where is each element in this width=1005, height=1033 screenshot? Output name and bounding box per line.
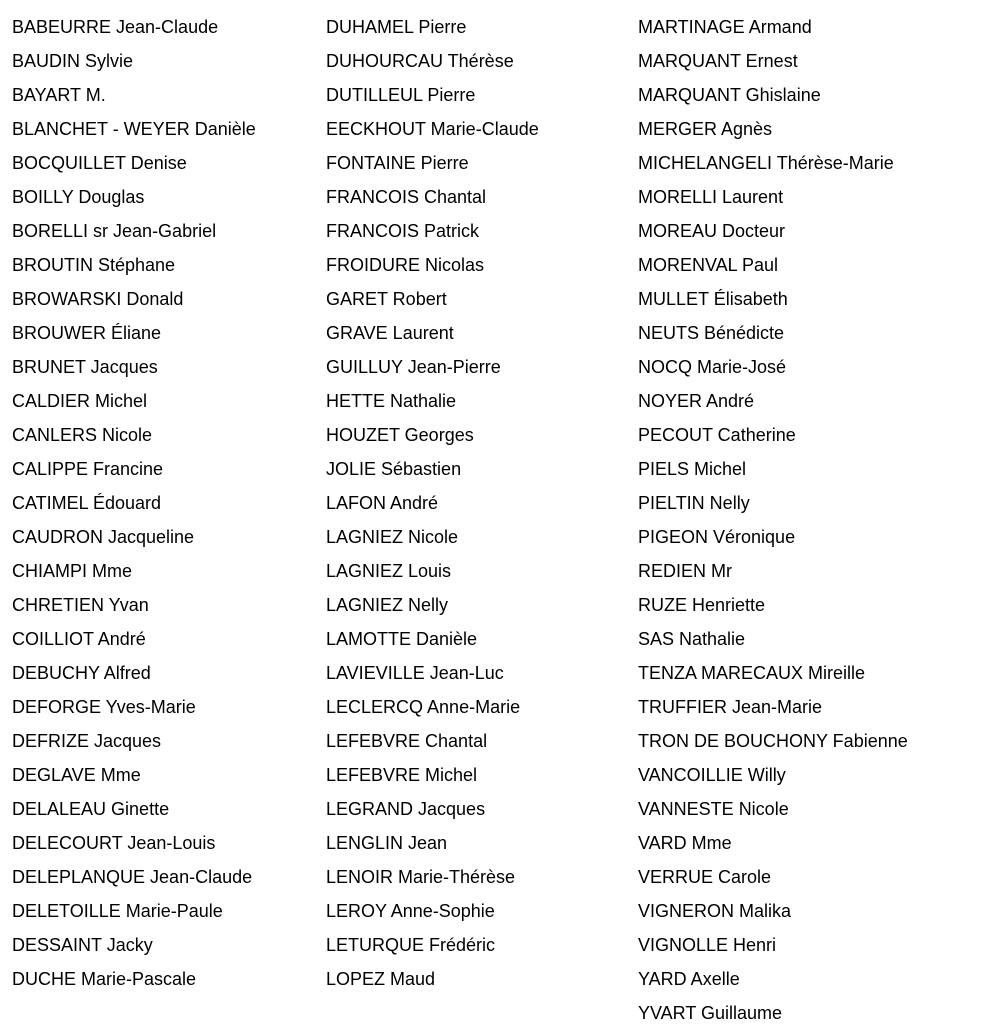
name-entry: MARQUANT Ernest — [638, 51, 798, 71]
name-entry: CANLERS Nicole — [12, 425, 153, 445]
name-entry: LEFEBVRE Michel — [326, 765, 478, 785]
name-entry: VIGNERON Malika — [638, 901, 792, 921]
name-entry: JOLIE Sébastien — [326, 459, 462, 479]
name-entry: PIELTIN Nelly — [638, 493, 750, 513]
name-entry: COILLIOT André — [12, 629, 146, 649]
name-entry: FONTAINE Pierre — [326, 153, 469, 173]
names-column-2 — [326, 13, 632, 999]
name-entry: PIELS Michel — [638, 459, 747, 479]
name-entry: FRANCOIS Patrick — [326, 221, 480, 241]
name-entry: DEGLAVE Mme — [12, 765, 141, 785]
name-entry: BROUWER Éliane — [12, 323, 162, 343]
name-entry: BROUTIN Stéphane — [12, 255, 176, 275]
name-entry: FROIDURE Nicolas — [326, 255, 485, 275]
name-entry: HETTE Nathalie — [326, 391, 457, 411]
name-entry: PECOUT Catherine — [638, 425, 796, 445]
name-entry: LECLERCQ Anne-Marie — [326, 697, 521, 717]
name-entry: DUCHE Marie-Pascale — [12, 969, 197, 989]
name-entry: LEGRAND Jacques — [326, 799, 486, 819]
name-entry: VANNESTE Nicole — [638, 799, 789, 819]
name-entry: YVART Guillaume — [638, 1003, 783, 1023]
name-entry: TENZA MARECAUX Mireille — [638, 663, 866, 683]
name-entry: MULLET Élisabeth — [638, 289, 788, 309]
name-entry: VERRUE Carole — [638, 867, 772, 887]
name-entry: LAMOTTE Danièle — [326, 629, 478, 649]
name-entry: LENOIR Marie-Thérèse — [326, 867, 516, 887]
name-entry: NEUTS Bénédicte — [638, 323, 785, 343]
name-entry: BOCQUILLET Denise — [12, 153, 187, 173]
name-entry: DEBUCHY Alfred — [12, 663, 151, 683]
name-entry: LAGNIEZ Nicole — [326, 527, 459, 547]
name-entry: LETURQUE Frédéric — [326, 935, 496, 955]
name-entry: BRUNET Jacques — [12, 357, 158, 377]
name-entry: DELETOILLE Marie-Paule — [12, 901, 223, 921]
name-entry: LOPEZ Maud — [326, 969, 436, 989]
name-entry: NOYER André — [638, 391, 755, 411]
name-entry: LEROY Anne-Sophie — [326, 901, 495, 921]
name-entry: BORELLI sr Jean-Gabriel — [12, 221, 217, 241]
name-entry: LAGNIEZ Louis — [326, 561, 452, 581]
name-entry: MORENVAL Paul — [638, 255, 779, 275]
name-entry: CAUDRON Jacqueline — [12, 527, 195, 547]
name-entry: LAGNIEZ Nelly — [326, 595, 449, 615]
name-entry: LAVIEVILLE Jean-Luc — [326, 663, 504, 683]
name-entry: NOCQ Marie-José — [638, 357, 787, 377]
name-entry: VARD Mme — [638, 833, 732, 853]
name-entry: BAUDIN Sylvie — [12, 51, 134, 71]
name-entry: BROWARSKI Donald — [12, 289, 184, 309]
name-entry: DELECOURT Jean-Louis — [12, 833, 216, 853]
name-entry: RUZE Henriette — [638, 595, 766, 615]
name-entry: TRUFFIER Jean-Marie — [638, 697, 823, 717]
name-entry: DELALEAU Ginette — [12, 799, 170, 819]
name-entry: DEFORGE Yves-Marie — [12, 697, 196, 717]
name-entry: DUHAMEL Pierre — [326, 17, 467, 37]
name-entry: DEFRIZE Jacques — [12, 731, 162, 751]
name-entry: MORELLI Laurent — [638, 187, 784, 207]
name-entry: CALIPPE Francine — [12, 459, 164, 479]
name-entry: EECKHOUT Marie-Claude — [326, 119, 539, 139]
name-entry: MARTINAGE Armand — [638, 17, 812, 37]
name-entry: MOREAU Docteur — [638, 221, 786, 241]
name-entry: DELEPLANQUE Jean-Claude — [12, 867, 253, 887]
name-entry: VANCOILLIE Willy — [638, 765, 786, 785]
name-entry: GARET Robert — [326, 289, 447, 309]
name-entry: VIGNOLLE Henri — [638, 935, 777, 955]
name-entry: CATIMEL Édouard — [12, 493, 162, 513]
name-entry: FRANCOIS Chantal — [326, 187, 487, 207]
name-entry: DUHOURCAU Thérèse — [326, 51, 514, 71]
name-entry: BAYART M. — [12, 85, 106, 105]
name-entry: YARD Axelle — [638, 969, 740, 989]
name-entry: MARQUANT Ghislaine — [638, 85, 821, 105]
name-entry: CALDIER Michel — [12, 391, 148, 411]
name-entry: CHIAMPI Mme — [12, 561, 133, 581]
name-entry: LAFON André — [326, 493, 439, 513]
name-entry: MICHELANGELI Thérèse-Marie — [638, 153, 894, 173]
names-column-3 — [638, 13, 1005, 1033]
name-entry: CHRETIEN Yvan — [12, 595, 149, 615]
name-entry: BLANCHET - WEYER Danièle — [12, 119, 256, 139]
name-entry: LENGLIN Jean — [326, 833, 448, 853]
name-entry: DESSAINT Jacky — [12, 935, 153, 955]
name-entry: SAS Nathalie — [638, 629, 746, 649]
name-entry: GUILLUY Jean-Pierre — [326, 357, 501, 377]
name-entry: GRAVE Laurent — [326, 323, 454, 343]
name-entry: TRON DE BOUCHONY Fabienne — [638, 731, 908, 751]
name-entry: PIGEON Véronique — [638, 527, 796, 547]
name-entry: HOUZET Georges — [326, 425, 474, 445]
name-entry: LEFEBVRE Chantal — [326, 731, 488, 751]
name-entry: BOILLY Douglas — [12, 187, 145, 207]
name-entry: DUTILLEUL Pierre — [326, 85, 476, 105]
names-column-1 — [12, 13, 322, 999]
name-entry: MERGER Agnès — [638, 119, 773, 139]
name-entry: REDIEN Mr — [638, 561, 732, 581]
name-entry: BABEURRE Jean-Claude — [12, 17, 219, 37]
